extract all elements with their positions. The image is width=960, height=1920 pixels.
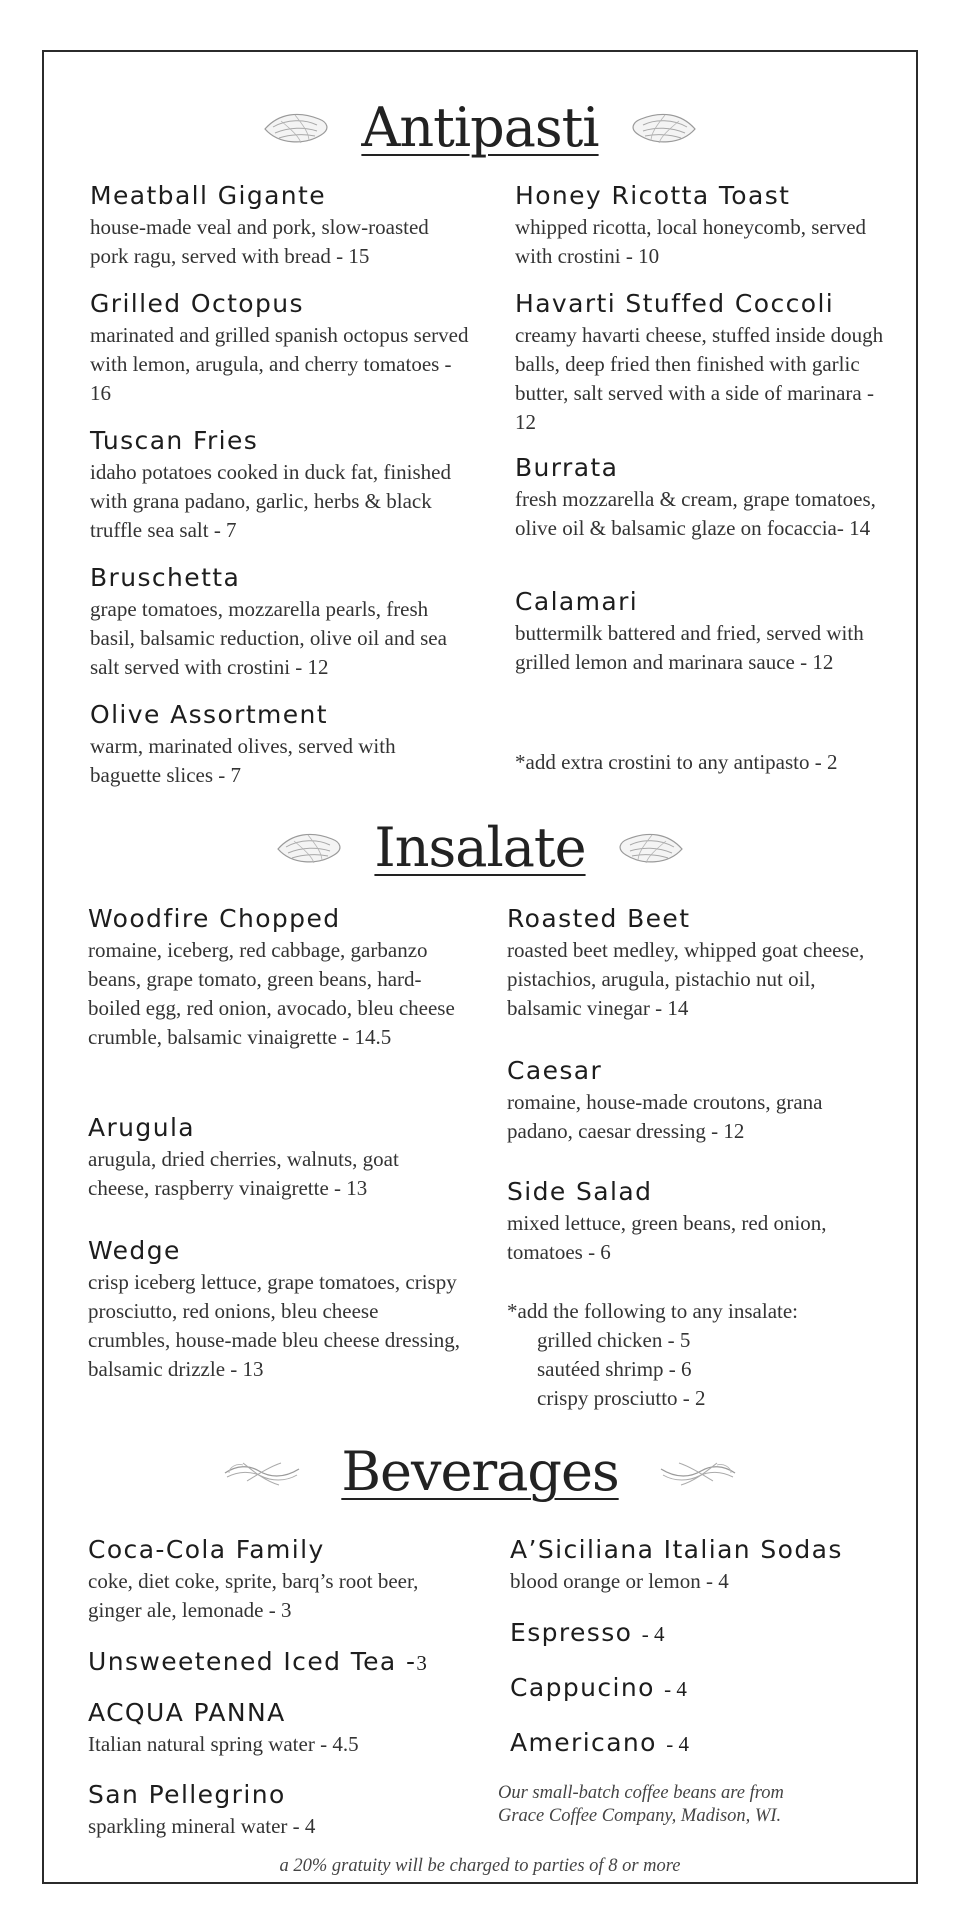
item-description: arugula, dried cherries, walnuts, goat cheese, raspberry vinaigrette - 13 <box>88 1147 399 1201</box>
menu-item <box>90 425 470 545</box>
item-name: Bruschetta <box>90 563 241 592</box>
pasta-ornament-icon <box>261 107 339 149</box>
menu-item <box>515 586 895 677</box>
menu-item <box>88 1112 463 1203</box>
item-description: crisp iceberg lettuce, grape tomatoes, crispy prosciutto, red onions, bleu cheese crumbles, house-made bleu cheese dressing, balsamic drizzle - 13 <box>88 1270 461 1382</box>
item-description: Italian natural spring water - 4.5 <box>88 1732 359 1757</box>
addon-heading: *add the following to any insalate: <box>507 1299 799 1323</box>
menu-item <box>510 1534 905 1596</box>
beverages-header <box>0 1432 960 1512</box>
menu-item <box>90 562 470 682</box>
coffee-note <box>498 1782 898 1828</box>
menu-item <box>88 1534 468 1625</box>
beverages-title: Beverages <box>341 1440 619 1503</box>
item-name: Tuscan Fries <box>90 426 259 455</box>
pasta-ornament-icon <box>608 827 686 869</box>
menu-item <box>510 1617 890 1648</box>
item-description: romaine, iceberg, red cabbage, garbanzo beans, grape tomato, green beans, hard-boiled egg, red onion, avocado, bleu cheese crumble, balsamic vinaigrette - 14.5 <box>88 938 455 1050</box>
ribbon-ornament-icon <box>653 1451 743 1493</box>
menu-item <box>88 1697 468 1759</box>
menu-item <box>515 180 895 271</box>
item-name: Coca-Cola Family <box>88 1535 325 1564</box>
item-description: whipped ricotta, local honeycomb, served with crostini - 10 <box>515 215 867 269</box>
item-description: blood orange or lemon - 4 <box>510 1569 729 1594</box>
item-name <box>88 1646 468 1677</box>
item-name <box>510 1617 890 1648</box>
ribbon-ornament-icon <box>217 1451 307 1493</box>
menu-item <box>90 180 470 271</box>
item-name: Woodfire Chopped <box>88 904 341 933</box>
item-name: Olive Assortment <box>90 700 329 729</box>
addon-item: sautéed shrimp - 6 <box>537 1357 692 1381</box>
item-name: A’Siciliana Italian Sodas <box>510 1535 843 1564</box>
menu-item <box>507 1176 892 1267</box>
menu-item <box>90 699 470 790</box>
item-price: 3 <box>416 1651 427 1675</box>
item-name-text: Espresso <box>510 1618 633 1647</box>
menu-item <box>507 903 892 1023</box>
item-name <box>510 1727 890 1758</box>
menu-item <box>90 288 470 408</box>
item-price: - 4 <box>641 1622 665 1646</box>
antipasti-note: *add extra crostini to any antipasto - 2 <box>515 750 838 774</box>
gratuity-note: a 20% gratuity will be charged to parties of 8 or more <box>279 1856 681 1876</box>
item-name: Burrata <box>515 453 619 482</box>
item-name: Havarti Stuffed Coccoli <box>515 289 835 318</box>
item-description: buttermilk battered and fried, served with grilled lemon and marinara sauce - 12 <box>515 621 864 675</box>
menu-item <box>88 903 463 1052</box>
item-description: creamy havarti cheese, stuffed inside dough balls, deep fried then finished with garlic butter, salt served with a side of marinara - 12 <box>515 323 884 435</box>
item-description: fresh mozzarella & cream, grape tomatoes, olive oil & balsamic glaze on focaccia- 14 <box>515 487 876 541</box>
item-description: marinated and grilled spanish octopus served with lemon, arugula, and cherry tomatoes - 16 <box>90 323 469 406</box>
item-name-text: Unsweetened Iced Tea - <box>88 1647 417 1676</box>
item-description: grape tomatoes, mozzarella pearls, fresh basil, balsamic reduction, olive oil and sea salt served with crostini - 12 <box>90 597 447 680</box>
pasta-ornament-icon <box>621 107 699 149</box>
pasta-ornament-icon <box>274 827 352 869</box>
coffee-note-line: Grace Coffee Company, Madison, WI. <box>498 1806 782 1826</box>
item-name: San Pellegrino <box>88 1780 286 1809</box>
insalate-title: Insalate <box>374 816 586 879</box>
addon-item: crispy prosciutto - 2 <box>537 1386 706 1410</box>
menu-item <box>88 1646 468 1677</box>
item-name: Calamari <box>515 587 639 616</box>
coffee-note-line: Our small-batch coffee beans are from <box>498 1783 784 1803</box>
item-name: Roasted Beet <box>507 904 691 933</box>
item-name: ACQUA PANNA <box>88 1698 286 1727</box>
item-description: mixed lettuce, green beans, red onion, tomatoes - 6 <box>507 1211 827 1265</box>
item-description: coke, diet coke, sprite, barq’s root beer, ginger ale, lemonade - 3 <box>88 1569 419 1623</box>
item-name-text: Cappucino <box>510 1673 655 1702</box>
item-name: Honey Ricotta Toast <box>515 181 791 210</box>
menu-item <box>510 1727 890 1758</box>
insalate-addons <box>507 1297 897 1413</box>
item-name: Wedge <box>88 1236 181 1265</box>
item-name: Meatball Gigante <box>90 181 327 210</box>
item-description: idaho potatoes cooked in duck fat, finished with grana padano, garlic, herbs & black truffle sea salt - 7 <box>90 460 451 543</box>
antipasti-title: Antipasti <box>361 96 599 159</box>
item-description: house-made veal and pork, slow-roasted pork ragu, served with bread - 15 <box>90 215 429 269</box>
item-price: - 4 <box>664 1677 687 1701</box>
menu-item <box>507 1055 892 1146</box>
menu-item <box>515 452 895 543</box>
item-price: - 4 <box>666 1732 689 1756</box>
item-name: Side Salad <box>507 1177 653 1206</box>
item-description: roasted beet medley, whipped goat cheese, pistachios, arugula, pistachio nut oil, balsamic vinegar - 14 <box>507 938 865 1021</box>
item-description: sparkling mineral water - 4 <box>88 1814 316 1839</box>
addon-item: grilled chicken - 5 <box>537 1328 691 1352</box>
item-name: Arugula <box>88 1113 196 1142</box>
antipasti-header <box>0 88 960 168</box>
menu-item <box>88 1779 468 1841</box>
menu-item <box>88 1235 463 1384</box>
item-description: romaine, house-made croutons, grana padano, caesar dressing - 12 <box>507 1090 823 1144</box>
item-name: Grilled Octopus <box>90 289 304 318</box>
item-name: Caesar <box>507 1056 603 1085</box>
insalate-header <box>0 808 960 888</box>
menu-item <box>510 1672 890 1703</box>
menu-item <box>515 288 895 437</box>
item-name <box>510 1672 890 1703</box>
item-name-text: Americano <box>510 1728 657 1757</box>
item-description: warm, marinated olives, served with baguette slices - 7 <box>90 734 396 788</box>
